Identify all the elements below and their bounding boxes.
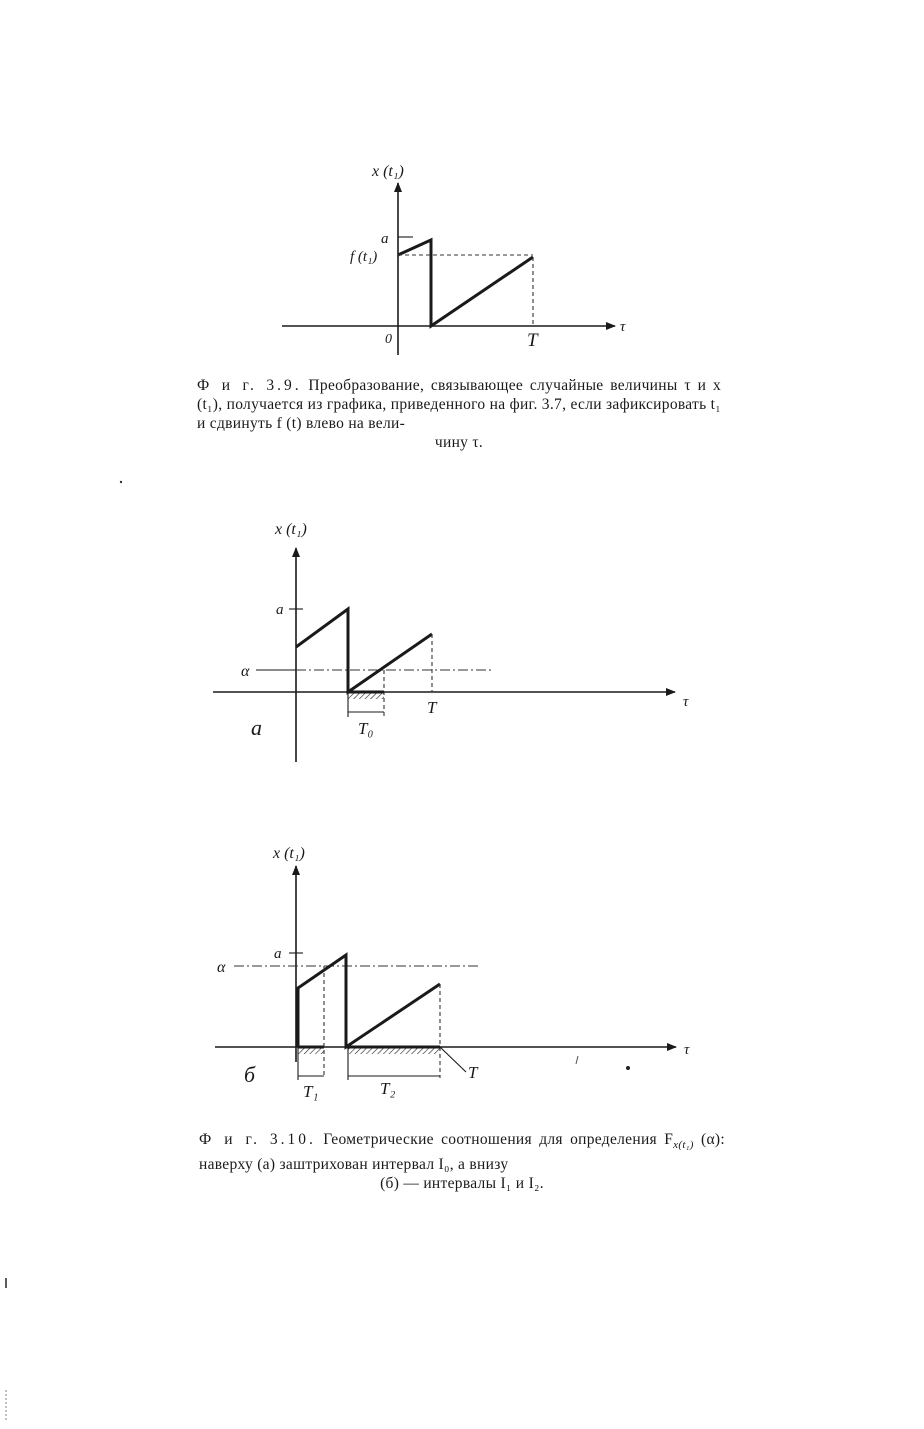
fig310-caption-prefix: Ф и г. 3.10. [199,1131,316,1148]
scan-mark [576,1056,578,1064]
fig39-caption-body: Преобразование, связывающее случайные величины τ и x (t₁), получается из графика, приведенного на фиг. 3.7, если зафиксировать t₁ и сдвинуть f (t) влево на вели- [197,377,721,432]
fig310a-a-label: a [276,602,284,618]
fig310-caption-sub: x(t₁) [673,1139,694,1152]
scan-speck [626,1066,630,1070]
fig39-caption-prefix: Ф и г. 3.9. [197,377,302,394]
fig310b-T-leader [440,1047,466,1072]
fig310-caption-body2: (α): наверху (a) заштрихован интервал I₀, а внизу [199,1131,725,1174]
fig310b-panel-label: б [244,1062,256,1087]
fig310b-T1-label: T₁ [303,1082,319,1101]
fig39-f-label: f (t₁) [350,249,378,265]
fig310a-sawtooth [296,609,432,692]
fig310-caption-body: Геометрические соотношения для определения F [323,1131,674,1148]
fig310a-tau-label: τ [683,694,689,710]
fig39-tau-label: τ [620,319,626,335]
fig310b-tau-label: τ [684,1042,690,1058]
figure-3-9 [282,163,626,355]
fig310-caption [199,1130,725,1193]
fig310b-T-label: T [468,1063,478,1082]
fig310a-alpha-label: α [241,663,250,680]
fig39-caption-last: чину τ. [434,434,484,451]
fig39-sawtooth [398,240,533,326]
figure-3-10a [213,521,689,762]
fig310-caption-last: (б) — интервалы I₁ и I₂. [380,1175,544,1193]
fig310b-sawtooth [298,955,440,1047]
fig310a-y-label: x (t₁) [275,521,307,538]
fig310a-T-label: T [427,698,437,717]
scan-speck [120,481,122,483]
figure-3-10b [215,845,690,1101]
fig39-T-label: T [527,330,538,351]
fig310a-panel-label: a [251,715,262,740]
fig39-origin-label: 0 [385,332,392,347]
fig39-y-label: x (t₁) [372,163,404,180]
fig39-caption [197,376,721,452]
fig310b-alpha-label: α [217,959,226,976]
fig39-a-label: a [381,231,389,247]
fig310a-T0-label: T₀ [358,719,374,738]
fig310b-y-label: x (t₁) [273,845,305,862]
fig310b-T2-label: T₂ [380,1079,396,1098]
fig310b-a-label: a [274,946,282,962]
